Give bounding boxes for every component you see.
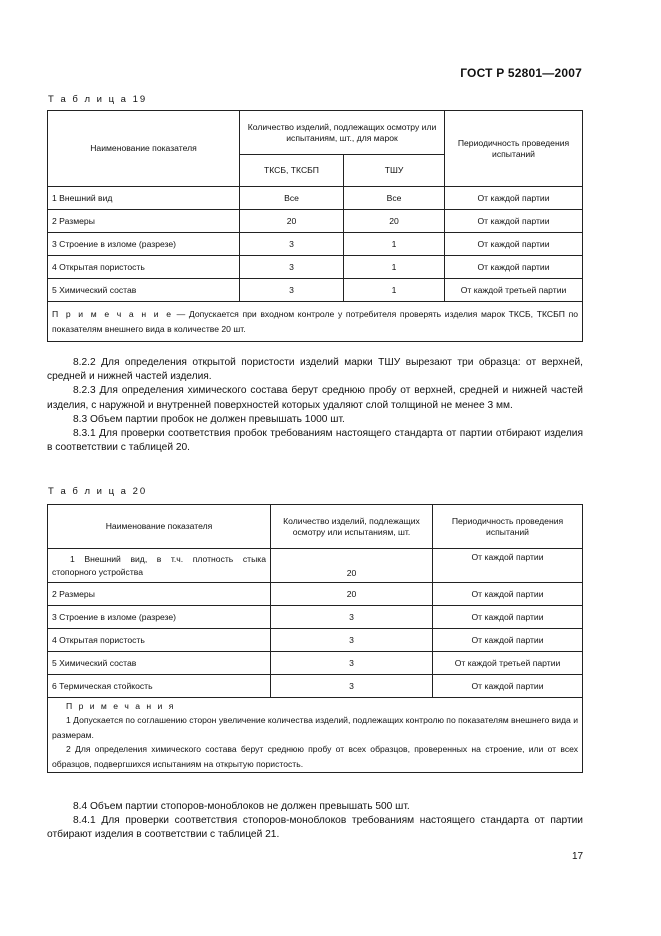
t19-cell-period: От каждой третьей партии xyxy=(445,279,583,302)
document-id: ГОСТ Р 52801—2007 xyxy=(460,66,582,80)
t19-cell-v1: 3 xyxy=(240,233,344,256)
page-number: 17 xyxy=(572,851,584,862)
t20-cell-qty: 3 xyxy=(271,629,433,652)
table-row xyxy=(48,233,583,256)
t19-cell-v2: 20 xyxy=(344,210,445,233)
paragraph: 8.3.1 Для проверки соответствия пробок требованиям настоящего стандарта от партии отбирают изделия в соответствии с таблицей 20. xyxy=(47,428,583,454)
t19-cell-period: От каждой партии xyxy=(445,210,583,233)
t19-cell-v1: 3 xyxy=(240,256,344,279)
t20-header-period: Периодичность проведения испытаний xyxy=(433,505,583,549)
t19-header-brand1: ТКСБ, ТКСБП xyxy=(240,155,344,187)
t19-cell-name: 2 Размеры xyxy=(48,210,240,233)
t20-cell-period: От каждой партии xyxy=(433,606,583,629)
t19-cell-period: От каждой партии xyxy=(445,187,583,210)
t20-header-qty: Количество изделий, подлежащих осмотру или испытаниям, шт. xyxy=(271,505,433,549)
t19-cell-name: 3 Строение в изломе (разрезе) xyxy=(48,233,240,256)
table-19-caption: Т а б л и ц а 19 xyxy=(48,94,148,105)
t19-cell-name: 5 Химический состав xyxy=(48,279,240,302)
paragraph: 8.2.3 Для определения химического состава берут среднюю пробу от верхней, средней и нижней частей изделия, с наружной и внутренней поверхностей которых удаляют слой толщиной не менее 3 мм. xyxy=(47,385,583,411)
paragraph: 8.4 Объем партии стопоров-моноблоков не должен превышать 500 шт. xyxy=(73,801,410,812)
t20-cell-qty: 20 xyxy=(271,583,433,606)
t19-cell-v2: 1 xyxy=(344,256,445,279)
t20-cell-qty: 3 xyxy=(271,606,433,629)
table-row xyxy=(48,279,583,302)
paragraph: 8.2.2 Для определения открытой пористости изделий марки ТШУ вырезают три образца: от верхней, средней и нижней частей изделия. xyxy=(47,357,583,383)
t20-cell-qty: 3 xyxy=(271,675,433,698)
t19-header-qty: Количество изделий, подлежащих осмотру или испытаниям, шт., для марок xyxy=(240,111,445,155)
t19-cell-v2: 1 xyxy=(344,279,445,302)
table-20 xyxy=(47,504,583,773)
t19-cell-period: От каждой партии xyxy=(445,256,583,279)
section-text-1 xyxy=(47,356,583,455)
paragraph: 8.4.1 Для проверки соответствия стопоров-моноблоков требованиям настоящего стандарта от партии отбирают изделия в соответствии с таблицей 21. xyxy=(47,815,583,841)
t20-cell-period: От каждой третьей партии xyxy=(433,652,583,675)
t19-cell-period: От каждой партии xyxy=(445,233,583,256)
table-19 xyxy=(47,110,583,342)
table-row xyxy=(48,629,583,652)
t20-note-1: 1 Допускается по соглашению сторон увеличение количества изделий, подлежащих контролю по показателям внешнего вида и размерам. xyxy=(52,715,578,740)
t19-cell-name: 4 Открытая пористость xyxy=(48,256,240,279)
t19-cell-v2: Все xyxy=(344,187,445,210)
t20-cell-period: От каждой партии xyxy=(433,549,583,583)
t20-cell-qty: 20 xyxy=(271,549,433,583)
t19-header-name: Наименование показателя xyxy=(48,111,240,187)
t19-cell-v2: 1 xyxy=(344,233,445,256)
t20-cell-period: От каждой партии xyxy=(433,675,583,698)
t20-cell-name: 5 Химический состав xyxy=(48,652,271,675)
paragraph: 8.3 Объем партии пробок не должен превышать 1000 шт. xyxy=(73,413,345,425)
t20-notes-label: П р и м е ч а н и я xyxy=(66,700,176,711)
t19-header-period: Периодичность проведения испытаний xyxy=(445,111,583,187)
t20-cell-period: От каждой партии xyxy=(433,629,583,652)
t19-cell-name: 1 Внешний вид xyxy=(48,187,240,210)
table-row xyxy=(48,652,583,675)
table-row xyxy=(48,606,583,629)
t20-cell-qty: 3 xyxy=(271,652,433,675)
t20-cell-name: 3 Строение в изломе (разрезе) xyxy=(48,606,271,629)
t20-cell-name: 4 Открытая пористость xyxy=(48,629,271,652)
section-text-2 xyxy=(47,800,583,843)
t20-cell-name: 1 Внешний вид, в т.ч. плотность стыка стопорного устройства xyxy=(48,549,271,583)
t19-cell-v1: 3 xyxy=(240,279,344,302)
t19-note-label: П р и м е ч а н и е xyxy=(52,309,173,319)
t20-note-2: 2 Для определения химического состава берут среднюю пробу от всех образцов, проверенных на строение, или от всех образцов, подвергшихся испытаниям на открытую пористость. xyxy=(52,744,578,769)
t20-header-name: Наименование показателя xyxy=(48,505,271,549)
table-row xyxy=(48,256,583,279)
table-row xyxy=(48,187,583,210)
t20-cell-name: 2 Размеры xyxy=(48,583,271,606)
t19-note xyxy=(48,302,583,342)
table-row xyxy=(48,210,583,233)
t19-header-brand2: ТШУ xyxy=(344,155,445,187)
table-row xyxy=(48,549,583,583)
table-row xyxy=(48,675,583,698)
table-row xyxy=(48,583,583,606)
table-20-caption: Т а б л и ц а 20 xyxy=(48,486,148,497)
t20-notes xyxy=(48,698,583,773)
t20-cell-name: 6 Термическая стойкость xyxy=(48,675,271,698)
t19-cell-v1: Все xyxy=(240,187,344,210)
t19-note-text: — Допускается при входном контроле у потребителя проверять изделия марок ТКСБ, ТКСБП по показателям внешнего вида в количестве 20 шт. xyxy=(52,309,578,334)
t20-cell-period: От каждой партии xyxy=(433,583,583,606)
t19-cell-v1: 20 xyxy=(240,210,344,233)
